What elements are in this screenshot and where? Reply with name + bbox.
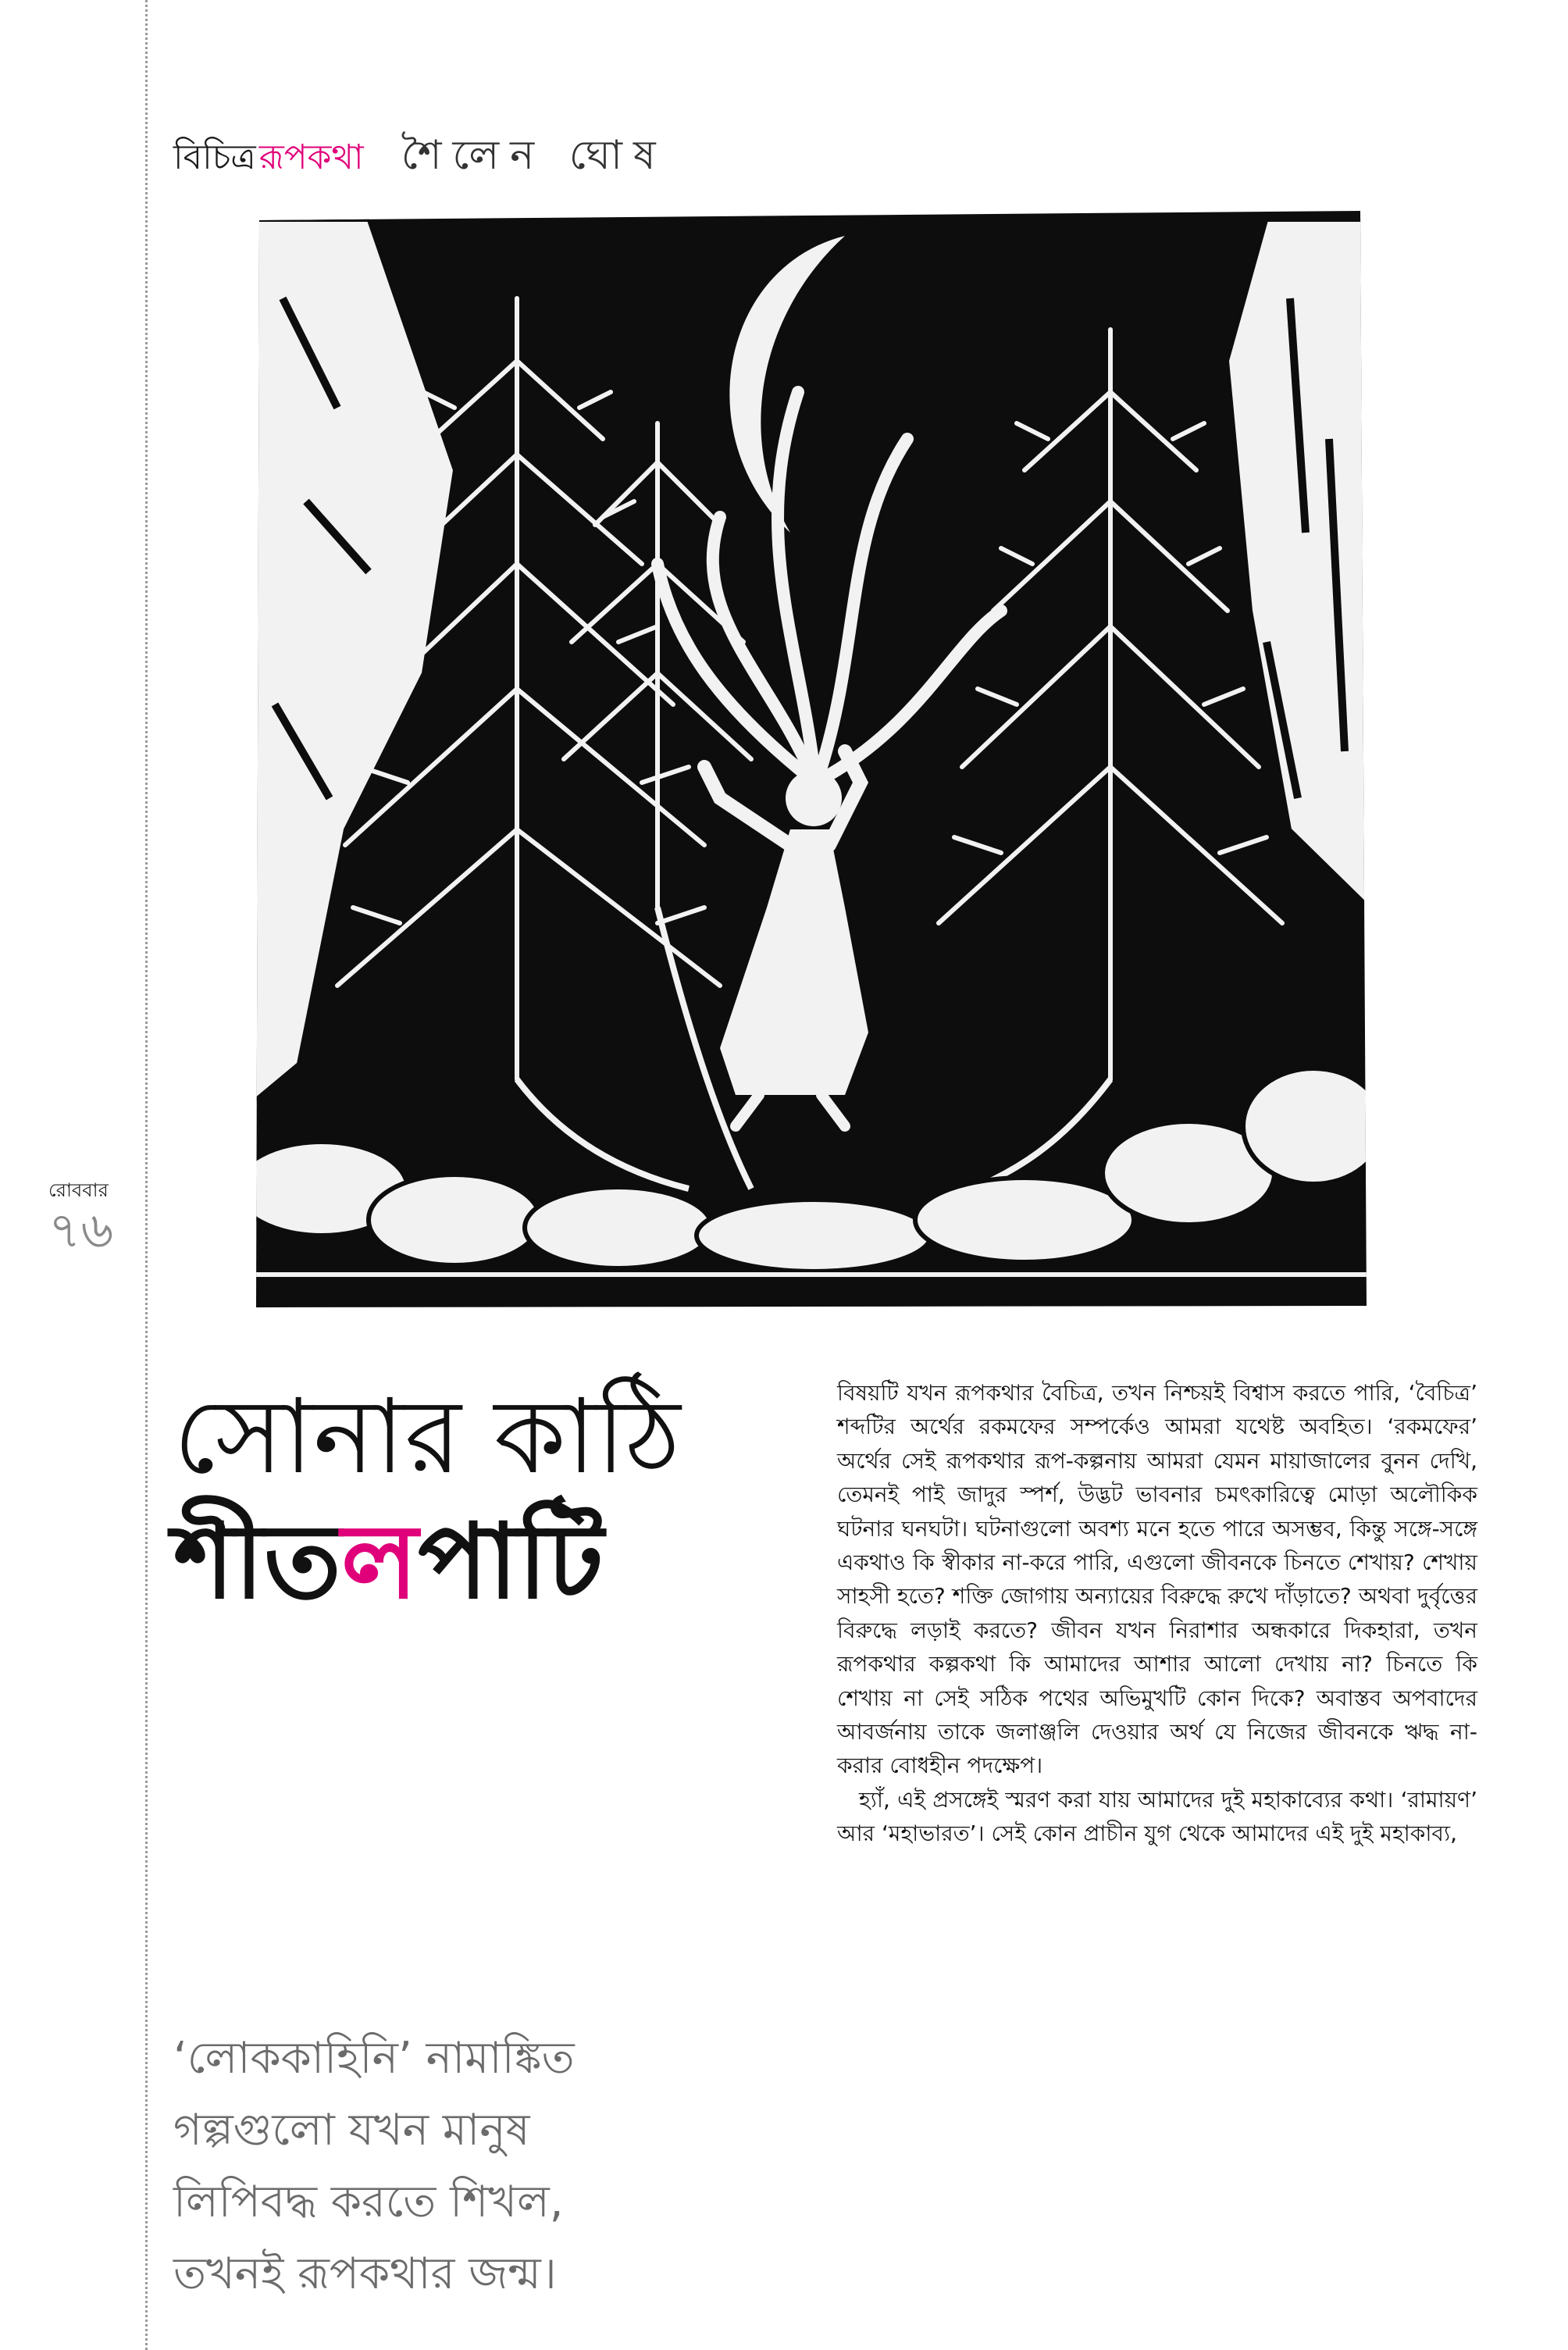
- title-line-2-part-c: পাটি: [418, 1502, 604, 1622]
- body-paragraph: বিষয়টি যখন রূপকথার বৈচিত্র, তখন নিশ্চয়ই বিশ্বাস করতে পারি, ‘বৈচিত্র’ শব্দটির অর্থের রকমফের সম্পর্কেও আমরা যথেষ্ট অবহিত। ‘রকমফের’ অর্থের সেই রূপকথার রূপ-কল্পনায় আমরা যেমন মায়াজালের বুনন দেখি, তেমনই পাই জাদুর স্পর্শ, উদ্ভট ভাবনার চমৎকারিত্বে মোড়া অলৌকিক ঘটনার ঘনঘটা। ঘটনাগুলো অবশ্য মনে হতে পারে অসম্ভব, কিন্তু সঙ্গে-সঙ্গে একথাও কি স্বীকার না-করে পারি, এগুলো জীবনকে চিনতে শেখায়? শেখায় সাহসী হতে? শক্তি জোগায় অন্যায়ের বিরুদ্ধে রুখে দাঁড়াতে? অথবা দুর্বৃত্তের বিরুদ্ধে লড়াই করতে? জীবন যখন নিরাশার অন্ধকারে দিকহারা, তখন রূপকথার কল্পকথা কি আমাদের আশার আলো দেখায় না? চিনতে কি শেখায় না সেই সঠিক পথের অভিমুখটি কোন দিকে? অবাস্তব অপবাদের আবর্জনায় তাকে জলাঞ্জলি দেওয়ার অর্থ যে নিজের জীবনকে ঋদ্ধ না-করার বোধহীন পদক্ষেপ।: [837, 1380, 1477, 1779]
- title-line-2-accent: ল: [340, 1502, 419, 1622]
- folio-day: রোববার: [48, 1179, 109, 1201]
- page-number: ৭৬: [48, 1202, 114, 1260]
- section-label: বিচিত্র: [173, 137, 256, 177]
- article-body: [837, 1376, 1477, 1851]
- woodcut-illustration: [251, 205, 1370, 1312]
- article-title: [173, 1375, 876, 1624]
- pull-quote-line: গল্পগুলো যখন মানুষ: [173, 2105, 530, 2156]
- pull-quote-line: তখনই রূপকথার জন্ম।: [173, 2248, 557, 2299]
- pull-quote: [173, 2023, 821, 2310]
- page-header: [173, 123, 667, 178]
- margin-dotted-line: [145, 0, 148, 2350]
- section-label-accent: রূপকথা: [258, 137, 364, 177]
- title-line-2-part-a: শীত: [173, 1502, 341, 1622]
- pull-quote-line: লিপিবদ্ধ করতে শিখল,: [173, 2177, 564, 2227]
- page-folio: [48, 1176, 148, 1260]
- title-line-1: সোনার কাঠি: [173, 1377, 681, 1497]
- title-line-2: [173, 1500, 876, 1624]
- pull-quote-line: ‘লোককাহিনি’ নামাঙ্কিত: [173, 2033, 575, 2084]
- body-paragraph: হ্যাঁ, এই প্রসঙ্গেই স্মরণ করা যায় আমাদের দুই মহাকাব্যের কথা। ‘রামায়ণ’ আর ‘মহাভারত’। সেই কোন প্রাচীন যুগ থেকে আমাদের এই দুই মহাকাব্য,: [837, 1786, 1477, 1847]
- author-name: শৈলেন ঘোষ: [401, 132, 667, 179]
